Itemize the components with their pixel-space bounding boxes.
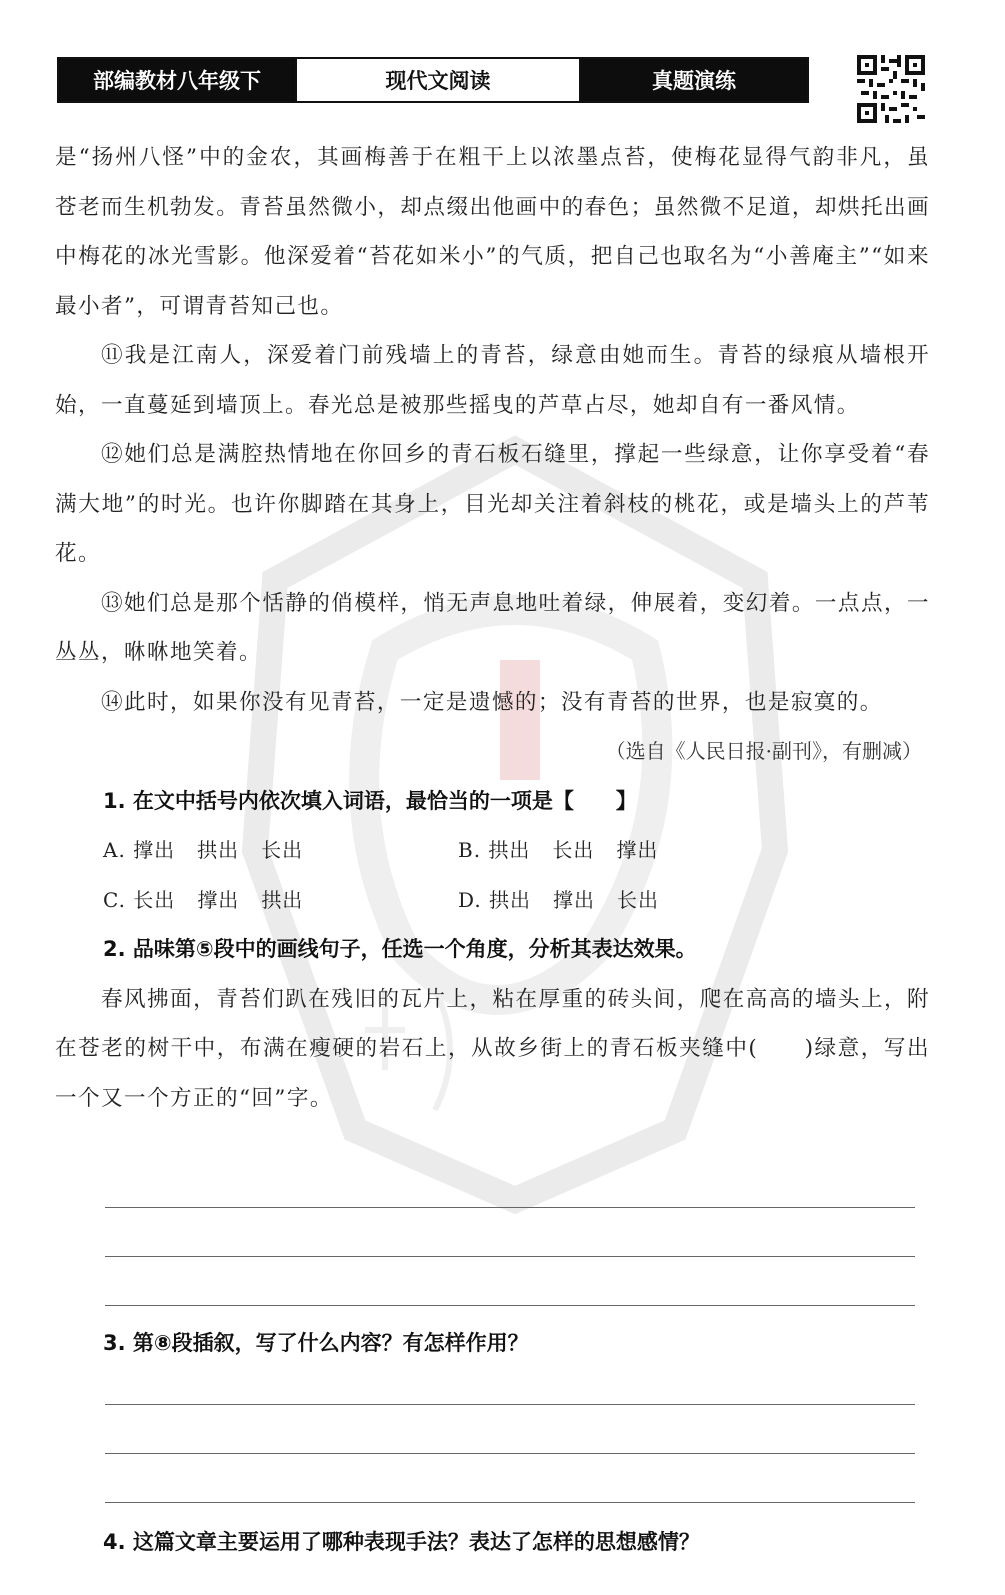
- header-section: 现代文阅读: [295, 59, 581, 101]
- answer-line[interactable]: [105, 1502, 915, 1503]
- paragraph-continued: 是“扬州八怪”中的金农，其画梅善于在粗干上以浓墨点苔，使梅花显得气韵非凡，虽苍老而生机勃发。青苔虽然微小，却点缀出他画中的春色；虽然微不足道，却烘托出画中梅花的冰光雪影。他深爱着“苔花如米小”的气质，把自己也取名为“小善庵主”“如来最小者”，可谓青苔知己也。: [55, 145, 930, 319]
- header-bar: [57, 57, 809, 103]
- answer-line[interactable]: [105, 1256, 915, 1257]
- option-d[interactable]: D. 拱出 撑出 长出: [458, 887, 660, 912]
- source-citation: （选自《人民日报·副刊》，有删减）: [605, 739, 922, 763]
- passage-content: [55, 133, 930, 1123]
- option-b[interactable]: B. 拱出 长出 撑出: [458, 838, 659, 862]
- question-4: 4. 这篇文章主要运用了哪种表现手法？表达了怎样的思想感情？: [103, 1530, 700, 1554]
- header-practice: 真题演练: [581, 59, 807, 101]
- option-a[interactable]: A. 撑出 拱出 长出: [103, 838, 304, 862]
- paragraph-14: ⑭此时，如果你没有见青苔，一定是遗憾的；没有青苔的世界，也是寂寞的。: [101, 689, 883, 715]
- question-2: 2. 品味第⑤段中的画线句子，任选一个角度，分析其表达效果。: [103, 937, 697, 961]
- answer-line[interactable]: [105, 1404, 915, 1405]
- question-1: 1. 在文中括号内依次填入词语，最恰当的一项是【 】: [103, 788, 637, 813]
- paragraph-11: ⑪我是江南人，深爱着门前残墙上的青苔，绿意由她而生。青苔的绿痕从墙根开始，一直蔓延到墙顶上。春光总是被那些摇曳的芦草占尽，她却自有一番风情。: [55, 343, 930, 418]
- option-c[interactable]: C. 长出 撑出 拱出: [103, 887, 304, 912]
- question-2-quote: 春风拂面，青苔们趴在残旧的瓦片上，粘在厚重的砖头间，爬在高高的墙头上，附在苍老的树干中，布满在瘦硬的岩石上，从故乡街上的青石板夹缝中( )绿意，写出一个又一个方正的“回”字。: [55, 986, 930, 1111]
- paragraph-13: ⑬她们总是那个恬静的俏模样，悄无声息地吐着绿，伸展着，变幻着。一点点，一丛丛，咻咻地笑着。: [55, 590, 930, 665]
- answer-line[interactable]: [105, 1207, 915, 1208]
- question-1-options: [55, 826, 930, 925]
- answer-line[interactable]: [105, 1305, 915, 1306]
- header-grade: 部编教材八年级下: [59, 59, 295, 101]
- paragraph-12: ⑫她们总是满腔热情地在你回乡的青石板石缝里，撑起一些绿意，让你享受着“春满大地”的时光。也许你脚踏在其身上，目光却关注着斜枝的桃花，或是墙头上的芦苇花。: [55, 442, 930, 566]
- answer-line[interactable]: [105, 1453, 915, 1454]
- qr-code-icon: [857, 55, 925, 123]
- question-3: 3. 第⑧段插叙，写了什么内容？有怎样作用？: [103, 1331, 529, 1355]
